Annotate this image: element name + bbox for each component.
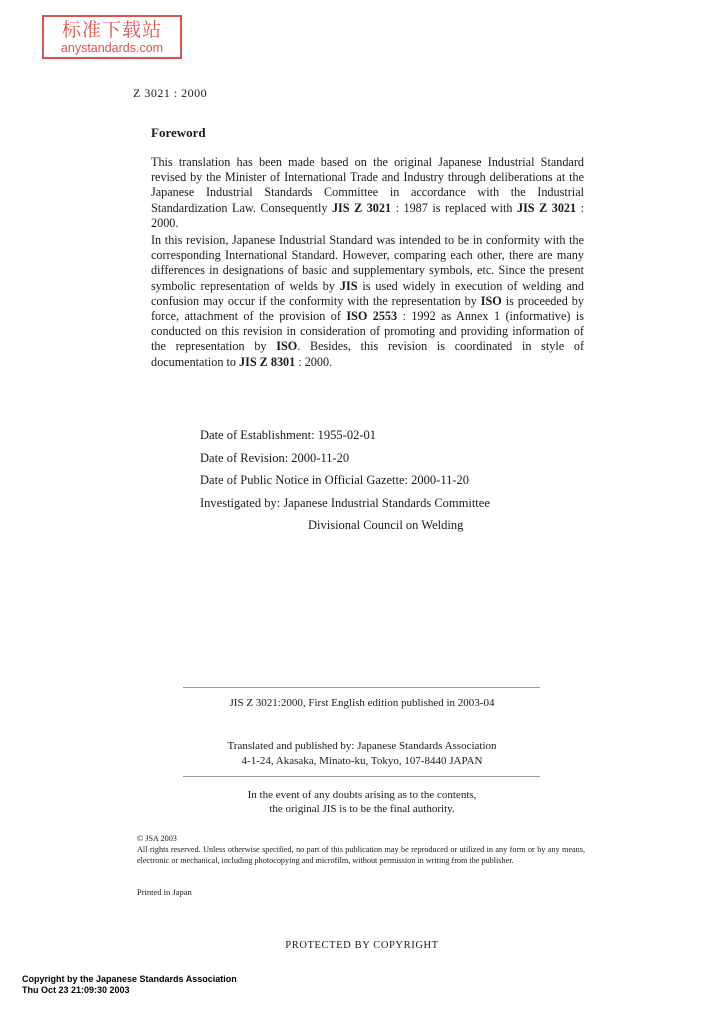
protected-by-copyright: PROTECTED BY COPYRIGHT — [285, 940, 439, 951]
authority-note: In the event of any doubts arising as to the contents, the original JIS is to be the final authority. — [247, 789, 477, 815]
page-footer — [22, 974, 237, 996]
rights-reserved-text: All rights reserved. Unless otherwise specified, no part of this publication may be reproduced or utilized in any form or by any means, electronic or mechanical, including photocopying and microfilm, without permission in writing from the publisher. — [137, 845, 585, 865]
date-of-revision: Date of Revision: 2000-11-20 — [200, 450, 350, 465]
divider-top — [183, 687, 540, 688]
copyright-notice — [137, 833, 585, 866]
divisional-council: Divisional Council on Welding — [308, 518, 464, 532]
foreword-paragraph-2: In this revision, Japanese Industrial Standard was intended to be in conformity with the corresponding International Standard. However, comparing each other, there are many differences in designations of basic and supplementary symbols, etc. Since the present symbolic representation of welds by JIS is used widely in execution of welding and confusion may occur if the conformity with the representation by ISO is proceeded by force, attachment of the provision of ISO 2553 : 1992 as Annex 1 (informative) is conducted on this revision in consideration of promoting and providing information of the representation by ISO. Besides, this revision is coordinated in style of documentation to JIS Z 8301 : 2000. — [151, 233, 585, 369]
edition-line: JIS Z 3021:2000, First English edition published in 2003-04 — [229, 697, 495, 709]
footer-timestamp: Thu Oct 23 21:09:30 2003 — [22, 985, 130, 995]
publisher-block — [0, 739, 724, 769]
date-of-public-notice: Date of Public Notice in Official Gazette: 2000-11-20 — [200, 473, 470, 487]
watermark-stamp — [42, 15, 182, 59]
divider-bottom — [183, 776, 540, 777]
publisher-line: Translated and published by: Japanese Standards Association — [227, 740, 497, 752]
watermark-chinese: 标准下载站 — [61, 19, 162, 41]
foreword-paragraph-1: This translation has been made based on the original Japanese Industrial Standard revised by the Minister of International Trade and Industry through deliberations at the Japanese Industrial Standards Committee in accordance with the Industrial Standardization Law. Consequently JIS Z 3021 : 1987 is replaced with JIS Z 3021 : 2000. — [151, 155, 585, 230]
publisher-address: 4-1-24, Akasaka, Minato-ku, Tokyo, 107-8440 JAPAN — [241, 755, 483, 767]
dates-block — [200, 424, 490, 537]
date-of-establishment: Date of Establishment: 1955-02-01 — [200, 428, 377, 442]
printed-in: Printed in Japan — [137, 887, 192, 897]
watermark-site: anystandards.com — [60, 41, 164, 55]
copyright-year: © JSA 2003 — [137, 834, 177, 843]
footer-copyright: Copyright by the Japanese Standards Association — [22, 974, 237, 984]
investigated-by: Investigated by: Japanese Industrial Standards Committee — [200, 495, 490, 510]
document-id: Z 3021 : 2000 — [133, 86, 208, 100]
foreword-heading: Foreword — [151, 125, 206, 140]
